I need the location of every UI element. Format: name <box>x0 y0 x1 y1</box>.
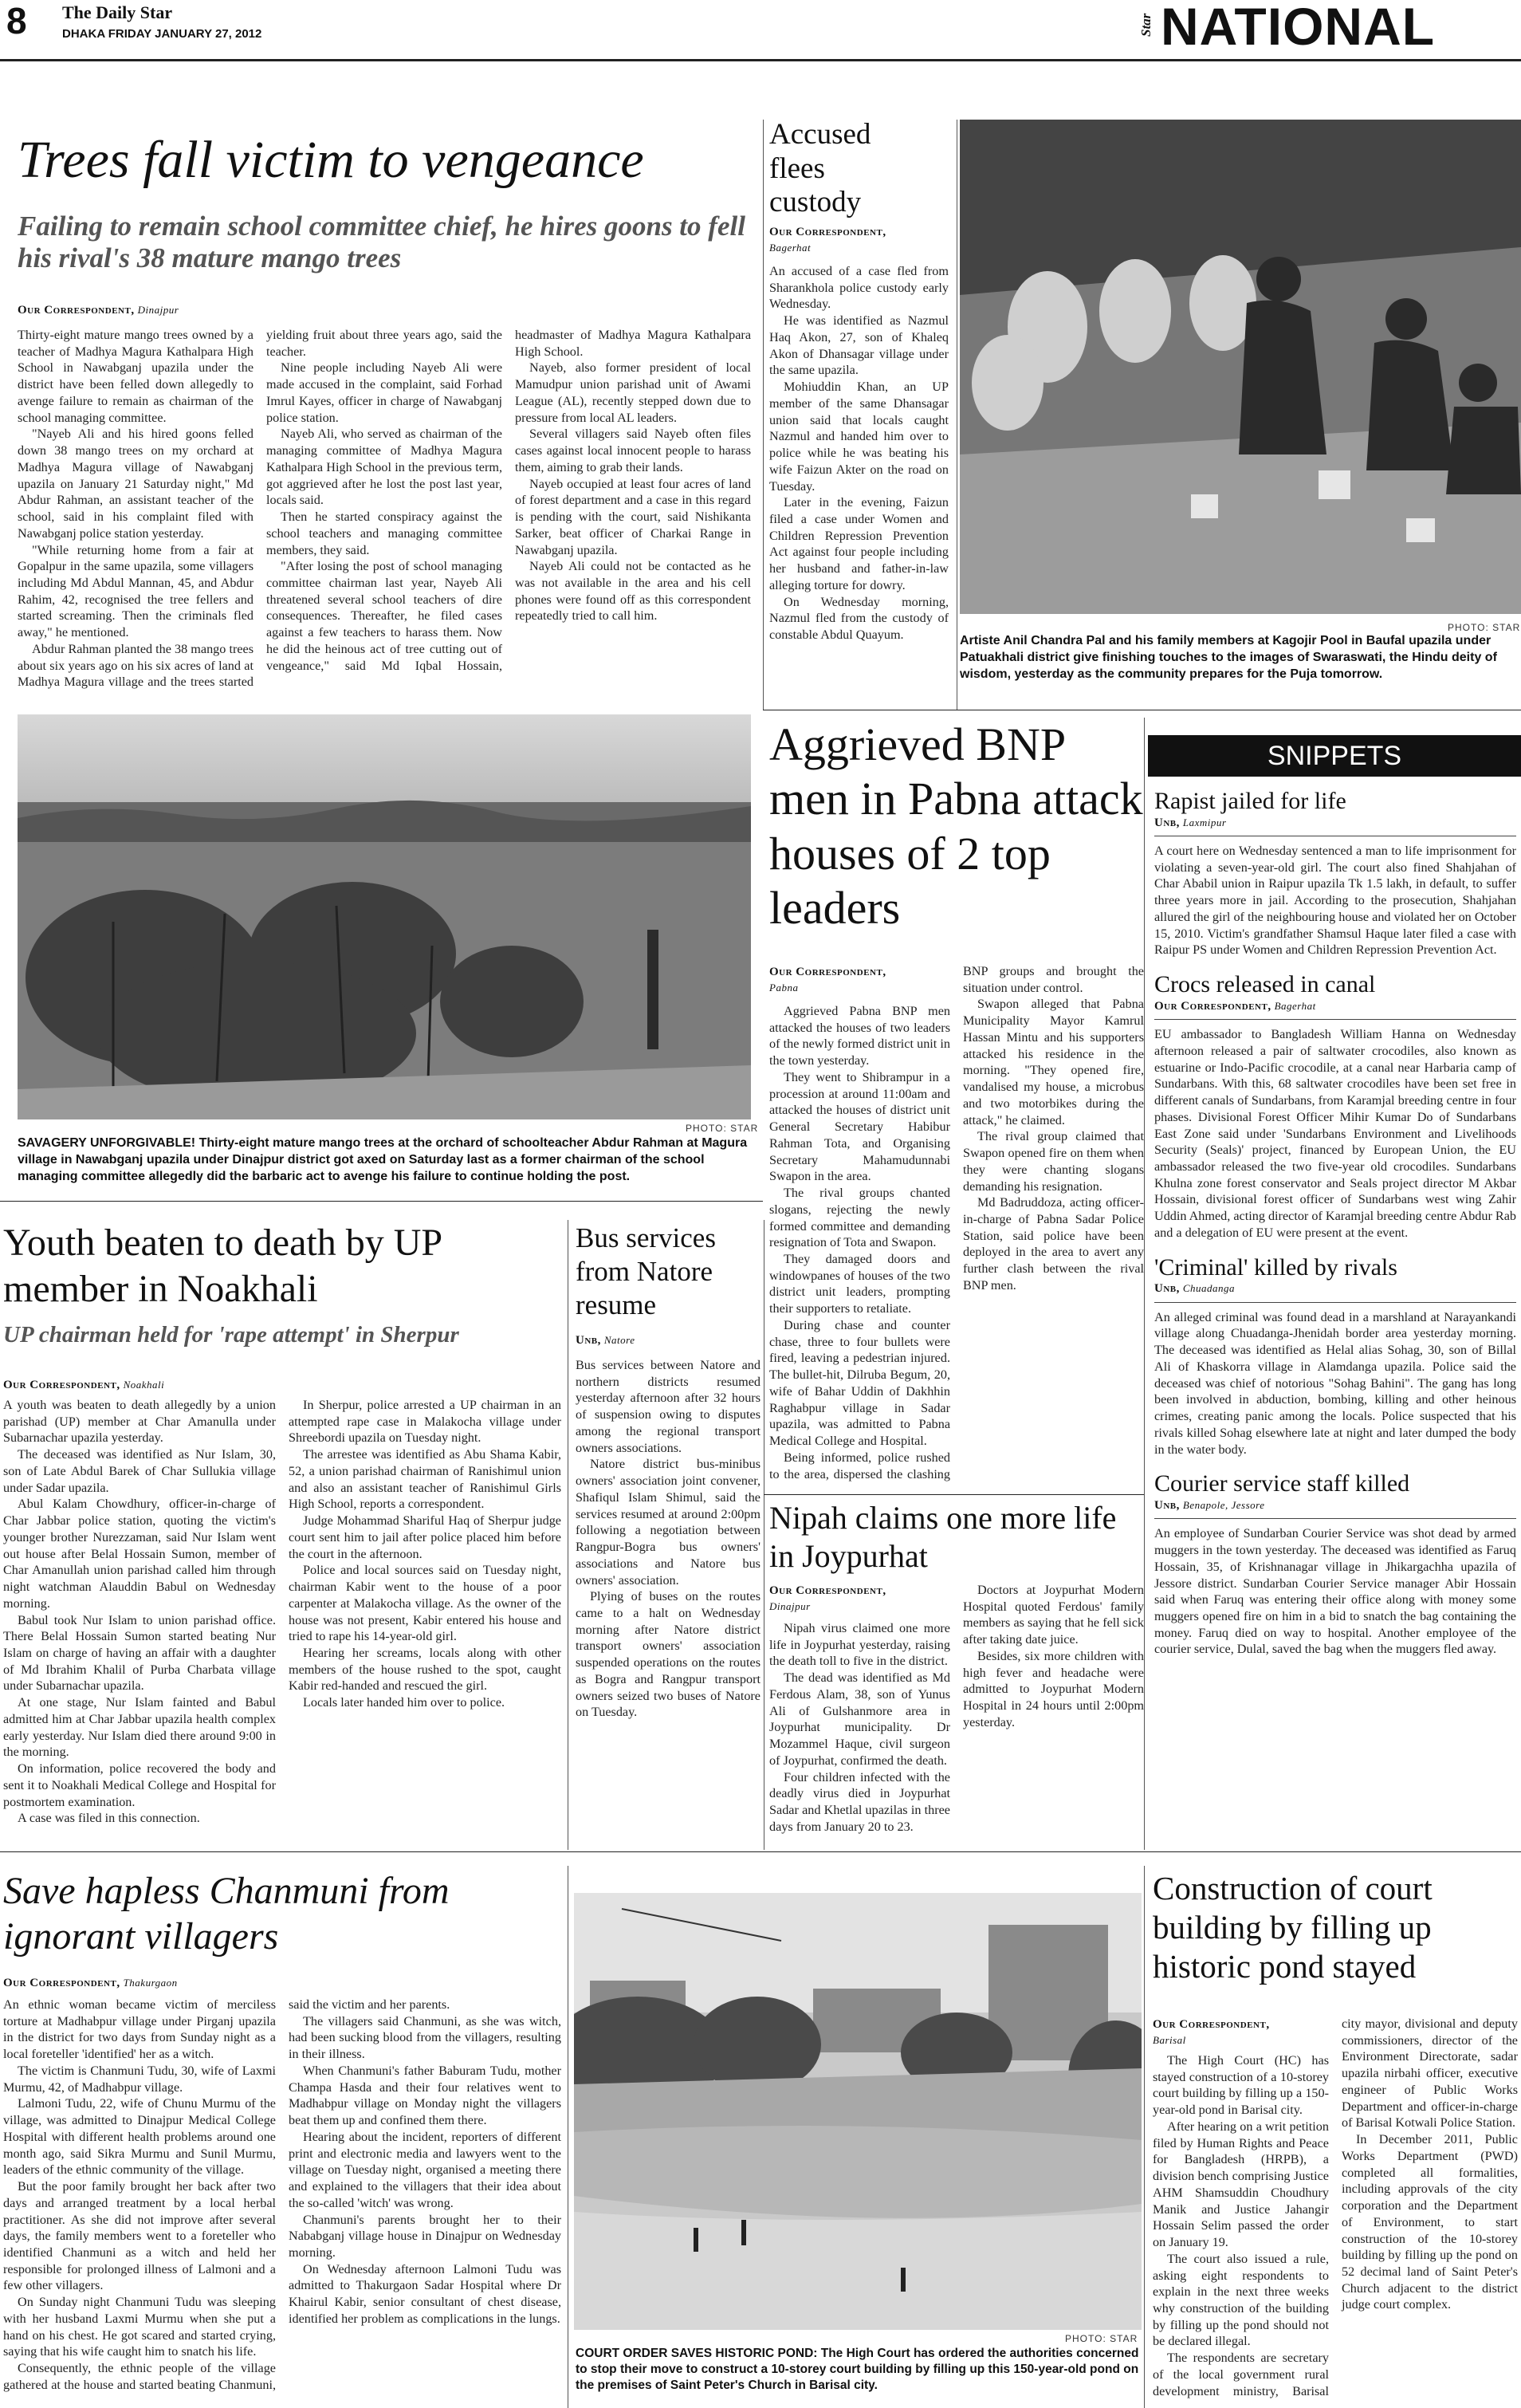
paragraph: Nipah virus claimed one more life in Joypurhat yesterday, raising the death toll to five in the district. <box>769 1621 950 1669</box>
snippet-byline <box>1154 1498 1516 1514</box>
page-number: 8 <box>6 0 27 41</box>
snippet-text: An employee of Sundarban Courier Service was shot dead by armed muggers in the town yesterday. The deceased was identified as Faruq Hossain, 35, of Krishnanagar village in Jhikargachha upazila of Jessore district. Sundarban Courier Service manager Abir Hossain said when Faruq was entering their office along with money some muggers opened fire on him in a bid to snatch the bag containing the money. Faruq died on way to hospital. Another employee of the courier service, Dulal, saved the bag when the muggers fled away. <box>1154 1526 1516 1657</box>
nipah-location: Dinajpur <box>769 1599 811 1612</box>
byline-spacer <box>769 1582 950 1620</box>
youth-location: Noakhali <box>123 1379 165 1391</box>
artisans-scene-image <box>960 120 1521 614</box>
paragraph: Bus services between Natore and northern districts resumed yesterday afternoon after 32 hours of suspension owing to disputes among the regional transport owners associations. <box>576 1358 760 1455</box>
paragraph: The High Court (HC) has stayed construction of a 10-storey court building by filling up a 150-year-old pond in Barisal city. <box>1153 2053 1329 2118</box>
paragraph: Besides, six more children with high fever and headache were admitted to Joypurhat Modern Hospital in 24 hours until 2:00pm yesterday. <box>963 1648 1144 1729</box>
paragraph: The rival groups chanted slogans, rejecting the newly formed committee and demanding resignation of Tota and Swapon. <box>769 1186 950 1250</box>
bnp-body <box>769 963 1144 1489</box>
snippets-box <box>1148 735 1521 1828</box>
paragraph: A case was filed in this connection. <box>18 1811 200 1826</box>
artiste-photo <box>960 120 1521 614</box>
paragraph: When Chanmuni's father Baburam Tudu, mother Champa Hasda and their four relatives went to Madhabpur village on Monday night the villagers beat them up and confined them there. <box>289 2063 561 2128</box>
paragraph: "After losing the post of school managing committee chairman last year, Nayeb Ali threatened several school teachers of dire consequences. Thereafter, he filed cases against a few teachers to harass them. Now he did the heinous act of tree cutting out of vengeance," said Md Iqbal Hossain, headmaster of Madhya Magura Kathalpara High School. <box>266 328 751 673</box>
paragraph: Nayeb Ali could not be contacted as he was not available in the area and his cell phones were found off as this correspondent repeatedly tried to call him. <box>515 559 751 624</box>
snippet-byline-text: Our Correspondent, <box>1154 999 1271 1013</box>
natore-byline-text: Unb, <box>576 1334 601 1347</box>
natore-body <box>576 1357 760 1721</box>
paragraph: "While returning home from a fair at Gopalpur in the same upazila, some villagers including Md Abdul Mannan, 45, and Abdur Rahim, 42, recognised the tree fellers and started screaming. Then the criminals fled away," he mentioned. <box>18 542 254 640</box>
snippet-headline: 'Criminal' killed by rivals <box>1154 1253 1397 1281</box>
court-body <box>1153 2016 1518 2406</box>
paragraph: The arrestee was identified as Abu Shama Kabir, 52, a union parishad chairman of Ranishimul union and also an assistant teacher of Ranishimul Girls High School, reports a correspondent. <box>289 1447 561 1512</box>
paragraph: A youth was beaten to death allegedly by a union parishad (UP) member at Char Amanulla under Subarnachar upazila yesterday. <box>3 1398 276 1446</box>
natore-byline <box>576 1333 635 1349</box>
snippet-headline: Courier service staff killed <box>1154 1470 1410 1497</box>
masthead-rule <box>0 59 1521 61</box>
court-byline-text: Our Correspondent, <box>1153 2018 1270 2031</box>
column-divider <box>1144 1866 1145 2408</box>
trees-byline <box>18 303 179 319</box>
snippets-title: SNIPPETS <box>1148 735 1521 777</box>
snippet-location: Chuadanga <box>1182 1282 1236 1295</box>
masthead <box>0 0 1521 56</box>
trees-byline-text: Our Correspondent, <box>18 304 135 317</box>
paragraph: An accused of a case fled from Sharankhola police custody early Wednesday. <box>769 264 949 312</box>
paragraph: Several villagers said Nayeb often files cases against local innocent people to harass them, aiming to grab their lands. <box>515 427 751 474</box>
court-headline: Construction of court building by filling up historic pond stayed <box>1153 1870 1433 1985</box>
paragraph: The victim is Chanmuni Tudu, 30, wife of Laxmi Murmu, 42, of Madhabpur village. <box>3 2063 276 2095</box>
snippet-location: Laxmipur <box>1182 816 1227 828</box>
paragraph: Swapon alleged that Pabna Municipality Mayor Kamrul Hassan Mintu and his supporters attacked his residence in the morning. "They opened fire, vandalised my house, a microbus and two motorbikes during the attack," he claimed. <box>963 997 1144 1127</box>
paragraph: But the poor family brought her back after two days and arranged treatment by a local herbal practitioner. As she did not improve after several days, the family members went to a foreteller who identified Chanmuni as a witch and held her responsible for prolonged illness of Lalmoni and a few other villagers. <box>3 2179 276 2293</box>
paragraph: Nayeb Ali, who served as chairman of the managing committee of Madhya Magura Kathalpara High School in the previous term, got aggrieved after he lost the post last year, locals said. <box>266 427 502 508</box>
paragraph: Locals later handed him over to police. <box>303 1695 505 1710</box>
paragraph: Plying of buses on the routes came to a halt on Wednesday morning after Natore district transport owners' association suspended operations on the routes as Bogra and Rangpur transport owners seized two buses of Natore on Tuesday. <box>576 1589 760 1720</box>
byline-spacer <box>1153 2016 1329 2052</box>
snippet-byline-text: Unb, <box>1154 816 1180 829</box>
accused-location: Bagerhat <box>769 241 812 254</box>
mango-orchard-photo <box>18 714 751 1119</box>
paragraph: Consequently, the ethnic people of the village gathered at the house and started beating Chanmuni, said the victim and her parents. <box>3 1997 450 2392</box>
paragraph: On Sunday night Chanmuni Tudu was sleeping with her husband Laxmi Murmu when she put a hand on his chest. He got scared and started crying, saying that his wife caught him to snatch his life. <box>3 2295 276 2359</box>
column-divider <box>1144 718 1145 1850</box>
paragraph: Nayeb occupied at least four acres of land of forest department and a case in this regard is pending with the court, said Nishikanta Sarker, beat officer of Charkai Range in Nawabganj upazila. <box>515 476 751 557</box>
paragraph: Judge Mohammad Shariful Haq of Sherpur judge court sent him to jail after police placed him before the court in the afternoon. <box>289 1513 561 1561</box>
paragraph: Doctors at Joypurhat Modern Hospital quoted Ferdous' family members as saying that he fell sick after taking date juice. <box>963 1583 1144 1647</box>
section-rule <box>0 1851 1521 1852</box>
paragraph: The dead was identified as Md Ferdous Alam, 38, son of Yunus Ali of Gulshanmore area in Joypurhat municipality. Dr Mozammel Haque, civil surgeon of Joypurhat, confirmed the death. <box>769 1670 950 1768</box>
trees-subheadline: Failing to remain school committee chief, he hires goons to fell his rival's 38 mature mango trees <box>18 211 745 274</box>
paragraph: Being informed, police rushed to the area, dispersed the clashing BNP groups and brought the situation under control. <box>769 964 1144 1481</box>
paragraph: In December 2011, Public Works Department (PWD) completed all formalities, including approvals of the city corporation and the Department of Environment, to start construction of the 10-storey building by filling up the pond on 52 decimal land of Saint Peter's Church adjacent to the district judge court complex. <box>1342 2132 1518 2312</box>
paragraph: He was identified as Nazmul Haq Akon, 27, son of Khaleq Akon of Dhansagar village under the same upazila. <box>769 313 949 378</box>
accused-byline <box>769 225 909 256</box>
bnp-byline-text: Our Correspondent, <box>769 966 886 978</box>
nipah-body <box>769 1582 1144 1850</box>
snippet-headline: Crocs released in canal <box>1154 971 1376 998</box>
paragraph: An ethnic woman became victim of merciless torture at Madhabpur village under Pirganj upazila in the district for two days from Sunday night as a local foreteller 'identified' her as a witch. <box>3 1997 276 2062</box>
snippet-byline-text: Unb, <box>1154 1498 1180 1512</box>
paragraph: Md Badruddoza, acting officer-in-charge of Pabna Sadar Police Station, said police have been deployed in the area to avert any further clash between the rival BNP men. <box>963 1195 1144 1293</box>
trees-photo-caption: SAVAGERY UNFORGIVABLE! Thirty-eight mature mango trees at the orchard of schoolteacher Abdur Rahman at Magura village in Nawabganj upazila under Dinajpur district got axed on Saturday last as a former chairman of the school managing committee allegedly did the barbaric act to avenge his failure to continue holding the post. <box>18 1136 748 1183</box>
snippet-headline: Rapist jailed for life <box>1154 788 1346 814</box>
paragraph: Four children infected with the deadly virus died in Joypurhat Sadar and Khetlal upazilas in three days from January 20 to 23. <box>769 1769 950 1834</box>
snippet-text: A court here on Wednesday sentenced a man to life imprisonment for violating a seven-year-old girl. The court also fined Shahjahan of Char Ababil union in Raipur upazila Tk 1.5 lakh, in default, to suffer three years more in jail. According to the prosecution, Shahjahan allured the girl of the neighbouring house and violated her on October 15, 2010. Victim's grandfather Shamsul Haque later filed a case with Raipur PS under Women and Children Repression Prevention Act. <box>1154 844 1516 958</box>
chanmuni-byline-text: Our Correspondent, <box>3 1977 120 1989</box>
natore-headline: Bus services from Natore resume <box>576 1222 716 1320</box>
youth-byline-text: Our Correspondent, <box>3 1379 120 1391</box>
bnp-headline: Aggrieved BNP men in Pabna attack houses of 2 top leaders <box>769 718 1143 934</box>
snippet-location: Bagerhat <box>1274 999 1316 1012</box>
accused-body <box>769 263 949 643</box>
snippet-text: An alleged criminal was found dead in a marshland at Narayankandi village along Chuadanga-Jhenidah border area yesterday morning. The deceased was identified as Helal alias Sohag, 30, son of Billal Ali of Khaskorra village in Alamdanga upazila. Police said the deceased was chief of notorious "Sohag Bahini". The gang has long been involved in abduction, bombing, killing and other heinous crimes, creating panic among the locals. Police suspected that his rivals killed Sohag elsewhere late at night and later dumped the body in the water body. <box>1154 1309 1516 1457</box>
pond-photo-credit: PHOTO: STAR <box>1065 2333 1138 2344</box>
youth-subheadline: UP chairman held for 'rape attempt' in Sherpur <box>3 1322 459 1348</box>
paragraph: Abdur Rahman planted the 38 mango trees about six years ago on his six acres of land at Madhya Magura village and the trees started yielding fruit about three years ago, said the teacher. <box>18 328 502 690</box>
paragraph: Natore district bus-minibus owners' association joint convener, Shafiqul Islam Shimul, said the services resumed at around 2:00pm following a negotiation between Rangpur-Bogra bus owners' associations and Natore bus owners' association. <box>576 1457 760 1588</box>
paragraph: At one stage, Nur Islam fainted and Babul admitted him at Char Jabbar upazila health complex early yesterday. Nur Islam died there around 9:00 in the morning. <box>3 1695 276 1760</box>
paragraph: After hearing on a writ petition filed by Human Rights and Peace for Bangladesh (HRPB), a division bench comprising Justice AHM Shamsuddin Choudhury Manik and Justice Jahangir Hossain Selim passed the order on January 19. <box>1153 2119 1329 2250</box>
bnp-location: Pabna <box>769 981 799 993</box>
trees-headline: Trees fall victim to vengeance <box>18 131 644 189</box>
paragraph: They damaged doors and windowpanes of houses of the two district unit leaders, prompting their supporters to retaliate. <box>769 1252 950 1316</box>
snippet-byline-text: Unb, <box>1154 1282 1180 1296</box>
paragraph: Abul Kalam Chowdhury, officer-in-charge of Char Jabbar police station, quoting the victim's younger brother Nurezzaman, said Nur Islam went out house after Belal Hossain Sumon, member of Char Amanullah union parishad called him through night watchman Alauddin Babul on Wednesday morning. <box>3 1497 276 1611</box>
chanmuni-location: Thakurgaon <box>123 1977 178 1989</box>
paragraph: They went to Shibrampur in a procession at around 11:00am and attacked the houses of district unit General Secretary Habibur Rahman Tota, and Organising Secretary Mahamudunnabi Swapon in the area. <box>769 1069 950 1184</box>
artiste-photo-caption: Artiste Anil Chandra Pal and his family members at Kagojir Pool in Baufal upazila under Patuakhali district give finishing touches to the images of Swaraswati, the Hindu deity of wisdom, yesterday as the community prepares for the Puja tomorrow. <box>960 634 1497 681</box>
natore-location: Natore <box>603 1334 635 1346</box>
accused-headline: Accused flees custody <box>769 118 871 219</box>
snippet-location: Benapole, Jessore <box>1182 1498 1265 1511</box>
trees-body <box>18 327 751 702</box>
paragraph: The rival group claimed that Swapon opened fire on them when they were chanting slogans demanding his resignation. <box>963 1129 1144 1194</box>
paragraph: Thirty-eight mature mango trees owned by a teacher of Madhya Magura Kathalpara High School in Nawabganj upazila under the district have been felled down allegedly to avenge failure to remain as chairman of the school managing committee. <box>18 328 254 425</box>
chanmuni-byline <box>3 1976 178 1992</box>
youth-byline <box>3 1378 164 1394</box>
section-logo: Star <box>1138 13 1154 37</box>
trees-photo-credit: PHOTO: STAR <box>686 1123 759 1134</box>
artiste-photo-credit: PHOTO: STAR <box>1448 622 1521 633</box>
paper-name: The Daily Star <box>62 2 173 22</box>
paragraph: Police and local sources said on Tuesday night, chairman Kabir went to the house of a poor carpenter at Malakocha village. As the owner of the house was not present, Kabir entered his house and tried to rape his 14-year-old girl. <box>289 1563 561 1644</box>
pond-photo <box>574 1893 1142 2330</box>
trees-location: Dinajpur <box>137 304 179 316</box>
paragraph: Babul took Nur Islam to union parishad office. There Belal Hossain Sumon started beating Nur Islam on charge of having an affair with a daughter of Md Ibrahim Khalil of Purba Charbata village under Subarnachar upazila. <box>3 1612 276 1694</box>
paragraph: On information, police recovered the body and sent it to Noakhali Medical College and Hospital for postmortem examination. <box>3 1761 276 1809</box>
paragraph: Nine people including Nayeb Ali were made accused in the complaint, said Forhad Imrul Kayes, officer in charge of Nawabganj police station. <box>266 360 502 425</box>
orchard-scene-image <box>18 714 751 1119</box>
paragraph: The court also issued a rule, asking eight respondents to explain in the next three weeks why construction of the building by filling up the pond should not be declared illegal. <box>1153 2251 1329 2349</box>
byline-spacer <box>769 963 950 1003</box>
paragraph: Then he started conspiracy against the school teachers and managing committee members, they said. <box>266 510 502 557</box>
pond-scene-image <box>574 1893 1142 2330</box>
paragraph: During chase and counter chase, three to four bullets were fired, leaving a pedestrian injured. The bullet-hit, Dilruba Begum, 20, wife of Bahar Uddin of Dakhhin Raghabpur village in Sadar upazila, was admitted to Pabna Medical College and Hospital. <box>769 1317 950 1449</box>
snippet-byline <box>1154 999 1516 1015</box>
snippet-text: EU ambassador to Bangladesh William Hanna on Wednesday afternoon released a pair of saltwater crocodiles, also known as estuarine or Indo-Pacific crocodile, at a canal near Harbaria camp of Sundarbans. With this, 68 saltwater crocodiles have been set free in different canals of Sundarbans, from Karamjal breeding centre in four phases. Divisional Forest Officer Mihir Kumar Do of Sundarbans East Zone said under 'Sundarbans Environment and Livelihoods Security (Seals)' project, financed by European Union, the EU ambassador released the two five-year old crocodiles. Sundarbans Khulna zone forest conservator and Seals project director M Akbar Hossain, divisional forest officer of Sundarbans west wing Zahir Uddin Ahmed, acting director of Karamjal breeding centre Abdur Rab and a delegation of EU were present at the event. <box>1154 1027 1516 1240</box>
paragraph: Later in the evening, Faizun filed a case under Women and Children Repression Prevention Act against four people including her husband and father-in-law alleging torture for dowry. <box>769 495 949 592</box>
paragraph: On Wednesday morning, Nazmul fled from the custody of constable Abdul Quayum. <box>769 594 949 643</box>
paragraph: On Wednesday afternoon Lalmoni Tudu was admitted to Thakurgaon Sadar Hospital where Dr Khairul Kabir, senior consultant of chest disease, identified her problem as complications in the lungs. <box>289 2261 561 2326</box>
paragraph: In Sherpur, police arrested a UP chairman in an attempted rape case in Malakocha village under Shreebordi upazila on Tuesday night. <box>289 1398 561 1446</box>
nipah-byline-text: Our Correspondent, <box>769 1584 886 1597</box>
paragraph: The villagers said Chanmuni, as she was witch, had been sucking blood from the villagers, resulting in their illness. <box>289 2013 561 2062</box>
section-rule <box>0 1201 763 1202</box>
chanmuni-body <box>3 1997 561 2405</box>
dateline: DHAKA FRIDAY JANUARY 27, 2012 <box>62 27 262 41</box>
paragraph: Hearing her screams, locals along with other members of the house rushed to the spot, caught Kabir red-handed and rescued the girl. <box>289 1646 561 1694</box>
accused-byline-text: Our Correspondent, <box>769 226 886 238</box>
paragraph: Hearing about the incident, reporters of different print and electronic media and lawyers went to the village on Tuesday night, organised a meeting there and explained to the villagers that their idea about the so-called 'witch' was wrong. <box>289 2129 561 2210</box>
section-title: NATIONAL <box>1161 0 1436 56</box>
youth-body <box>3 1397 561 1851</box>
snippet-byline <box>1154 816 1516 832</box>
paragraph: Nayeb, also former president of local Mamudpur union parishad unit of Awami League (AL), recently stepped down due to pressure from local AL leaders. <box>515 360 751 425</box>
paragraph: Mohiuddin Khan, an UP member of the same Dhansagar union said that locals caught Nazmul and handed him over to police while he was beating his wife Faizun Akter on the road on Tuesday. <box>769 380 949 494</box>
paragraph: The respondents are secretary of the local government rural development ministry, Barisal city mayor, divisional and deputy commissioners, director of the Environment Directorate, sadar upazila nirbahi officer, executive engineer of Public Works Department and officer-in-charge of Barisal Kotwali Police Station. <box>1153 2017 1518 2398</box>
chanmuni-headline: Save hapless Chanmuni from ignorant villagers <box>3 1870 450 1957</box>
court-location: Barisal <box>1153 2033 1186 2046</box>
section-rule <box>764 1494 1144 1495</box>
nipah-headline: Nipah claims one more life in Joypurhat <box>769 1500 1117 1574</box>
paragraph: The deceased was identified as Nur Islam, 30, son of Late Abdul Barek of Char Sullukia village under Sadar upazila. <box>3 1447 276 1495</box>
column-divider <box>763 120 764 710</box>
youth-headline: Youth beaten to death by UP member in Noakhali <box>3 1222 442 1310</box>
paragraph: Chanmuni's parents brought her to their Nababganj village house in Dinajpur on Wednesday morning. <box>289 2212 561 2260</box>
paragraph: Aggrieved Pabna BNP men attacked the houses of two leaders of the newly formed district unit in the town yesterday. <box>769 1004 950 1068</box>
paragraph: "Nayeb Ali and his hired goons felled down 38 mango trees on my orchard at Madhya Magura village of Nawabganj upazila on January 21 Saturday night," Md Abdur Rahman, an assistant teacher of the school, said in his complaint filed with Nawabganj police station yesterday. <box>18 427 254 541</box>
snippet-byline <box>1154 1281 1516 1297</box>
paragraph: Lalmoni Tudu, 22, wife of Chunu Murmu of the village, was admitted to Dinajpur Medical College Hospital with different health problems around one month ago, said Sikra Murmu and Sunil Murmu, leaders of the ethnic community of the village. <box>3 2096 276 2178</box>
pond-photo-caption: COURT ORDER SAVES HISTORIC POND: The High Court has ordered the authorities concerned to stop their move to construct a 10-storey court building by filling up this 150-year-old pond on the premises of Saint Peter's Church in Barisal city. <box>576 2347 1139 2393</box>
